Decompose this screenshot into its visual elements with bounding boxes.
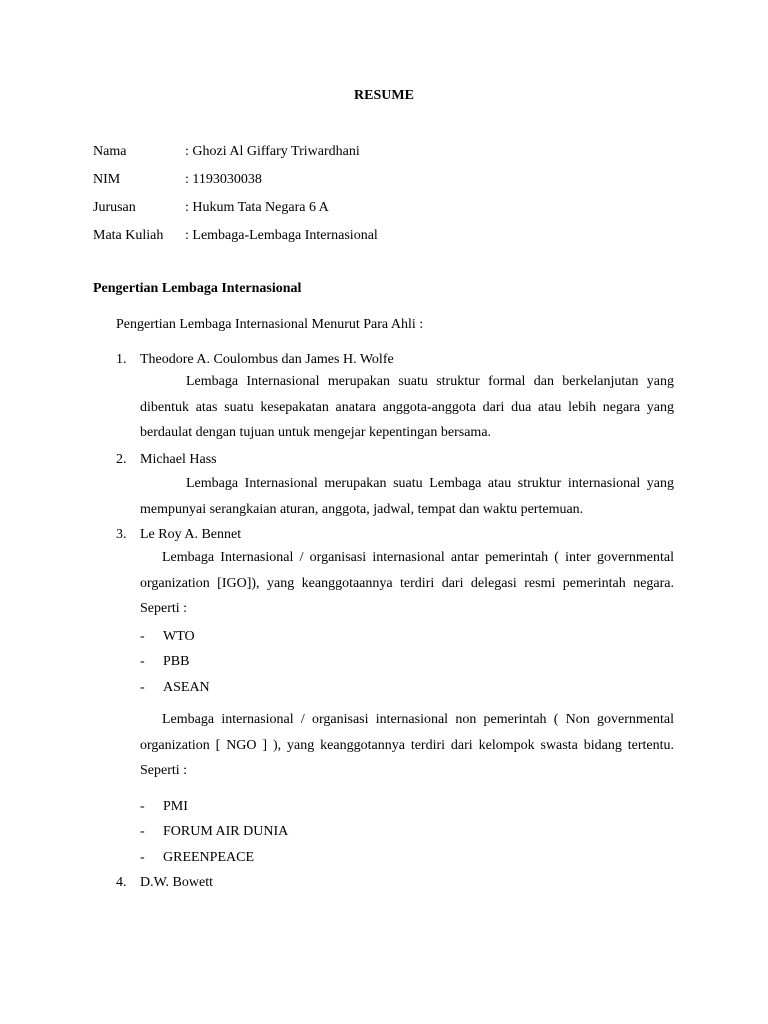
list-dash: -: [140, 629, 145, 644]
info-label-nim: NIM: [93, 172, 121, 187]
info-value-nama: : Ghozi Al Giffary Triwardhani: [185, 144, 360, 159]
list-item-forum-air-dunia: FORUM AIR DUNIA: [163, 824, 289, 839]
list-item-pmi: PMI: [163, 799, 188, 814]
document-title: RESUME: [354, 88, 414, 103]
item-paragraph-3b: Lembaga internasional / organisasi internasional non pemerintah ( Non governmental organization [ NGO ] ), yang keanggotannya terdiri dari kelompok swasta bidang tertentu. Seperti :: [140, 712, 674, 778]
item-paragraph-1: Lembaga Internasional merupakan suatu struktur formal dan berkelanjutan yang dibentuk atas suatu kesepakatan anatara anggota-anggota dari dua atau lebih negara yang berdaulat dengan tujuan untuk mengejar kepentingan bersama.: [140, 374, 674, 440]
section-heading: Pengertian Lembaga Internasional: [93, 281, 302, 296]
item-number-1: 1.: [116, 352, 127, 367]
info-value-jurusan: : Hukum Tata Negara 6 A: [185, 200, 329, 215]
list-dash: -: [140, 824, 145, 839]
list-item-pbb: PBB: [163, 654, 190, 669]
item-name-1: Theodore A. Coulombus dan James H. Wolfe: [140, 352, 394, 367]
list-item-greenpeace: GREENPEACE: [163, 850, 254, 865]
list-dash: -: [140, 799, 145, 814]
item-number-2: 2.: [116, 452, 127, 467]
item-paragraph-3a: Lembaga Internasional / organisasi internasional antar pemerintah ( inter governmental organization [IGO]), yang keanggotaannya terdiri dari delegasi resmi pemerintah negara. Seperti :: [140, 550, 674, 616]
item-name-2: Michael Hass: [140, 452, 217, 467]
item-name-3: Le Roy A. Bennet: [140, 527, 242, 542]
info-label-mata-kuliah: Mata Kuliah: [93, 228, 164, 243]
list-dash: -: [140, 654, 145, 669]
info-value-mata-kuliah: : Lembaga-Lembaga Internasional: [185, 228, 378, 243]
list-dash: -: [140, 850, 145, 865]
list-item-asean: ASEAN: [163, 680, 210, 695]
info-label-nama: Nama: [93, 144, 127, 159]
info-label-jurusan: Jurusan: [93, 200, 136, 215]
item-name-4: D.W. Bowett: [140, 875, 213, 890]
list-item-wto: WTO: [163, 629, 195, 644]
item-number-3: 3.: [116, 527, 127, 542]
info-value-nim: : 1193030038: [185, 172, 262, 187]
intro-text: Pengertian Lembaga Internasional Menurut Para Ahli :: [116, 317, 424, 332]
item-number-4: 4.: [116, 875, 127, 890]
item-paragraph-2: Lembaga Internasional merupakan suatu Lembaga atau struktur internasional yang mempunyai serangkaian aturan, anggota, jadwal, tempat dan waktu pertemuan.: [140, 476, 674, 517]
list-dash: -: [140, 680, 145, 695]
